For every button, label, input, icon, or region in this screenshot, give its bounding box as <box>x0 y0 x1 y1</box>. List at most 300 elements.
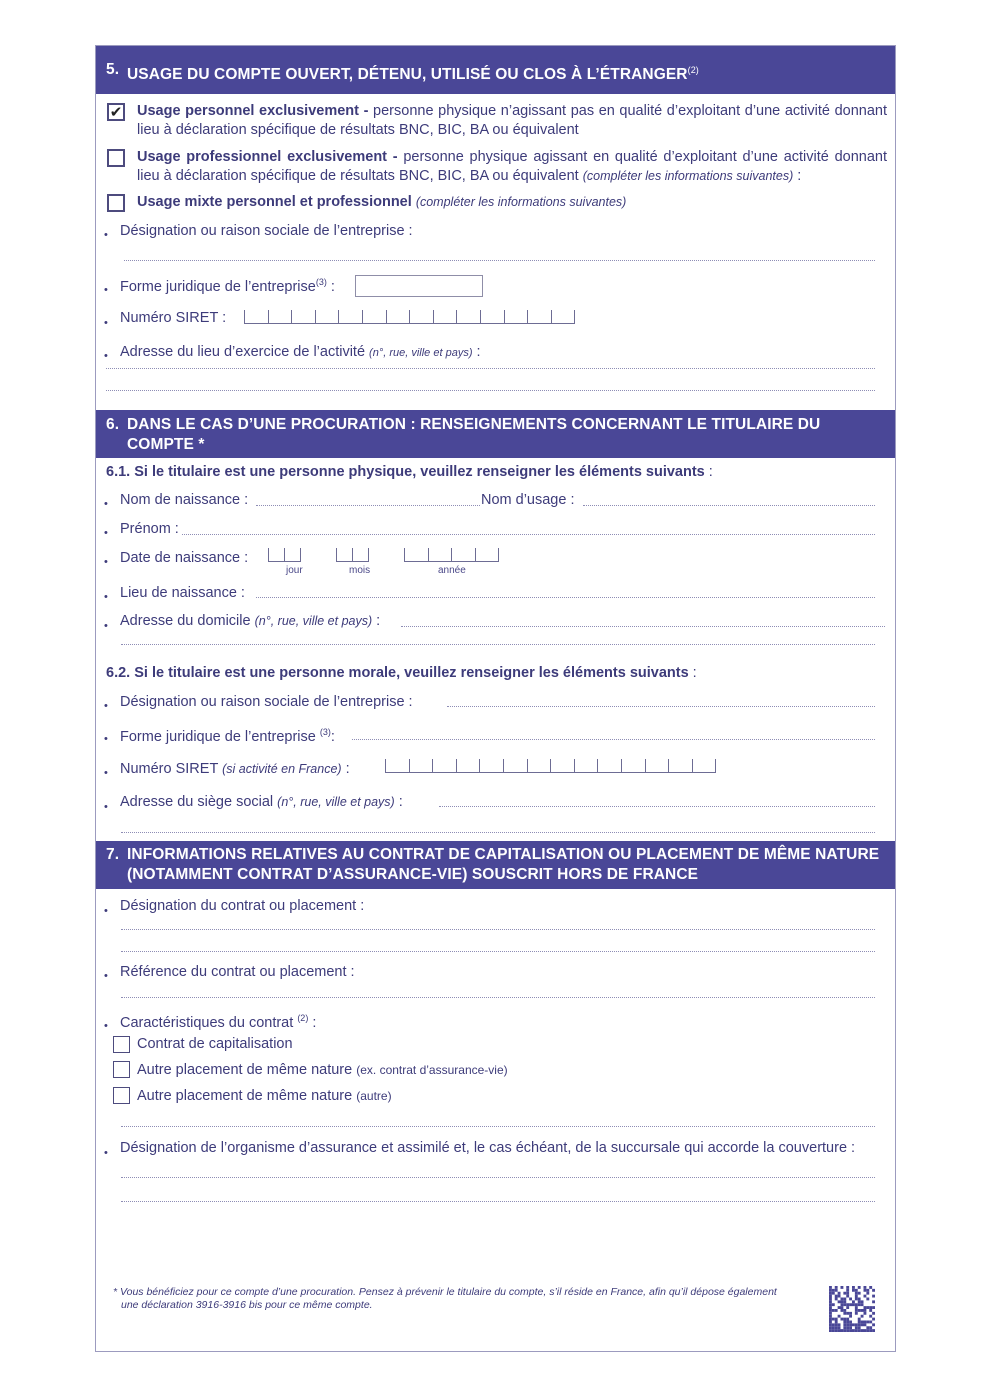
datamatrix-module <box>846 1323 849 1326</box>
character-cell[interactable] <box>285 548 301 561</box>
datamatrix-module <box>872 1289 875 1292</box>
character-cell[interactable] <box>410 759 434 772</box>
datamatrix-module <box>861 1323 864 1326</box>
datamatrix-module <box>872 1300 875 1303</box>
datamatrix-module <box>849 1315 852 1318</box>
colon: : <box>308 1015 317 1031</box>
colon: : <box>704 464 713 480</box>
organisme-assurance-input-line-1[interactable] <box>121 1177 875 1178</box>
datamatrix-module <box>861 1321 864 1324</box>
forme-juridique-input[interactable] <box>355 275 483 297</box>
character-cell[interactable] <box>693 759 717 772</box>
character-cell[interactable] <box>646 759 670 772</box>
adresse-domicile-input-line-1[interactable] <box>401 626 885 627</box>
bullet-icon <box>104 549 108 565</box>
usage-mixte-note: (compléter les informations suivantes) <box>415 195 627 209</box>
datamatrix-module <box>829 1298 832 1301</box>
datamatrix-module <box>849 1326 852 1329</box>
character-cell[interactable] <box>481 310 505 323</box>
datamatrix-module <box>835 1309 838 1312</box>
caracteristiques-label <box>120 1013 316 1031</box>
datamatrix-module <box>858 1303 861 1306</box>
datamatrix-module <box>838 1295 841 1298</box>
adresse-domicile-text: Adresse du domicile <box>120 613 255 629</box>
datamatrix-module <box>872 1329 875 1332</box>
datamatrix-module <box>855 1306 858 1309</box>
bullet-icon <box>104 277 108 293</box>
character-cell[interactable] <box>457 310 481 323</box>
footnote-ref: (3) <box>319 727 331 737</box>
designation-morale-label: Désignation ou raison sociale de l’entreprise : <box>120 694 413 710</box>
option-note: (ex. contrat d’assurance-vie) <box>356 1063 508 1077</box>
datamatrix-module <box>829 1309 832 1312</box>
adresse-activite-label <box>120 344 481 360</box>
contrat-capitalisation-label <box>137 1036 293 1052</box>
datamatrix-module <box>852 1323 855 1326</box>
option-label: Contrat de capitalisation <box>137 1036 293 1052</box>
lieu-naissance-input[interactable] <box>256 597 875 598</box>
datamatrix-module <box>866 1321 869 1324</box>
datamatrix-module <box>835 1318 838 1321</box>
bullet-icon <box>104 794 108 810</box>
autre-placement-assurance-vie-checkbox[interactable] <box>113 1061 130 1078</box>
usage-mixte-checkbox[interactable] <box>107 194 125 212</box>
designation-entreprise-label: Désignation ou raison sociale de l’entreprise : <box>120 223 413 239</box>
datamatrix-module <box>835 1289 838 1292</box>
character-cell[interactable] <box>551 759 575 772</box>
colon: : <box>394 794 403 810</box>
usage-professionnel-label <box>137 148 887 186</box>
character-cell[interactable] <box>434 310 458 323</box>
character-cell[interactable] <box>480 759 504 772</box>
bullet-icon <box>104 760 108 776</box>
datamatrix-module <box>846 1312 849 1315</box>
date-jour-caption: jour <box>286 565 303 576</box>
datamatrix-module <box>855 1323 858 1326</box>
character-cell[interactable] <box>452 548 476 561</box>
siret-morale-input[interactable] <box>385 759 716 773</box>
datamatrix-module <box>846 1286 849 1289</box>
option-note: (autre) <box>356 1089 392 1103</box>
datamatrix-module <box>849 1323 852 1326</box>
datamatrix-module <box>846 1329 849 1332</box>
lieu-naissance-label: Lieu de naissance : <box>120 585 245 601</box>
adresse-domicile-label <box>120 613 380 629</box>
datamatrix-module <box>866 1326 869 1329</box>
datamatrix-module <box>864 1295 867 1298</box>
section-5-number: 5. <box>106 61 120 78</box>
character-cell[interactable] <box>405 548 429 561</box>
datamatrix-module <box>849 1303 852 1306</box>
datamatrix-module <box>855 1326 858 1329</box>
section-6-2-title-text: 6.2. Si le titulaire est une personne morale, veuillez renseigner les éléments suivants <box>106 665 689 681</box>
datamatrix-module <box>832 1326 835 1329</box>
bullet-icon <box>104 1140 108 1156</box>
autre-placement-precision-input[interactable] <box>121 1126 875 1127</box>
autre-placement-autre-checkbox[interactable] <box>113 1087 130 1104</box>
datamatrix-module <box>861 1329 864 1332</box>
datamatrix-module <box>855 1289 858 1292</box>
character-cell[interactable] <box>363 310 387 323</box>
organisme-assurance-input-line-2[interactable] <box>121 1201 875 1202</box>
datamatrix-module <box>846 1289 849 1292</box>
datamatrix-module <box>852 1300 855 1303</box>
designation-entreprise-input[interactable] <box>124 260 875 261</box>
datamatrix-module <box>843 1309 846 1312</box>
section-7-number: 7. <box>106 846 120 863</box>
datamatrix-module <box>872 1306 875 1309</box>
datamatrix-module <box>832 1309 835 1312</box>
designation-contrat-label: Désignation du contrat ou placement : <box>120 898 365 914</box>
bullet-icon <box>104 343 108 359</box>
designation-morale-input[interactable] <box>447 706 875 707</box>
datamatrix-module <box>829 1306 832 1309</box>
designation-contrat-input-line-1[interactable] <box>121 929 875 930</box>
character-cell[interactable] <box>598 759 622 772</box>
usage-personnel-description: personne physique n’agissant pas en qualité d’exploitant d’une activité donnant lieu à déclaration spécifique de résultats BNC, BIC, BA ou équivalent <box>137 103 887 138</box>
character-cell[interactable] <box>575 759 599 772</box>
datamatrix-module <box>864 1286 867 1289</box>
datamatrix-module <box>832 1303 835 1306</box>
datamatrix-module <box>843 1292 846 1295</box>
datamatrix-module <box>843 1303 846 1306</box>
datamatrix-module <box>843 1300 846 1303</box>
datamatrix-module <box>869 1329 872 1332</box>
siret-morale-note: (si activité en France) <box>222 762 342 776</box>
datamatrix-module <box>858 1286 861 1289</box>
datamatrix-module <box>832 1318 835 1321</box>
datamatrix-module <box>829 1292 832 1295</box>
colon: : <box>688 665 697 681</box>
character-cell[interactable] <box>433 759 457 772</box>
datamatrix-module <box>829 1323 832 1326</box>
forme-juridique-morale-label <box>120 727 335 745</box>
forme-juridique-morale-input[interactable] <box>352 739 875 740</box>
datamatrix-module <box>846 1303 849 1306</box>
section-6-title: DANS LE CAS D’UNE PROCURATION : RENSEIGNEMENTS CONCERNANT LE TITULAIRE DU COMPTE * <box>127 416 821 453</box>
datamatrix-module <box>866 1306 869 1309</box>
datamatrix-module <box>829 1321 832 1324</box>
datamatrix-module <box>841 1309 844 1312</box>
datamatrix-module <box>858 1300 861 1303</box>
character-cell[interactable] <box>245 310 269 323</box>
datamatrix-module <box>861 1303 864 1306</box>
datamatrix-module <box>852 1329 855 1332</box>
autre-placement-autre-label <box>137 1088 392 1104</box>
datamatrix-module <box>829 1295 832 1298</box>
bullet-icon <box>104 1013 108 1029</box>
datamatrix-module <box>855 1292 858 1295</box>
designation-contrat-input-line-2[interactable] <box>121 951 875 952</box>
datamatrix-module <box>835 1323 838 1326</box>
adresse-siege-text: Adresse du siège social <box>120 794 278 810</box>
adresse-siege-label <box>120 794 403 810</box>
character-cell[interactable] <box>269 310 293 323</box>
section-6-number: 6. <box>106 416 120 433</box>
nom-usage-label: Nom d’usage : <box>481 492 575 508</box>
datamatrix-module <box>866 1289 869 1292</box>
adresse-domicile-note: (n°, rue, ville et pays) <box>254 614 373 628</box>
datamatrix-module <box>841 1300 844 1303</box>
bullet-icon <box>104 963 108 979</box>
datamatrix-module <box>829 1289 832 1292</box>
datamatrix-module <box>858 1321 861 1324</box>
datamatrix-module <box>843 1326 846 1329</box>
datamatrix-module <box>846 1326 849 1329</box>
adresse-siege-input-line-2[interactable] <box>121 832 875 833</box>
datamatrix-module <box>849 1298 852 1301</box>
datamatrix-module <box>852 1289 855 1292</box>
nom-usage-input[interactable] <box>583 505 875 506</box>
section-7-title: INFORMATIONS RELATIVES AU CONTRAT DE CAPITALISATION OU PLACEMENT DE MÊME NATURE (NOTAMMENT CONTRAT D’ASSURANCE-VIE) SOUSCRIT HORS DE FRANCE <box>127 846 880 883</box>
bullet-icon <box>104 310 108 326</box>
datamatrix-module <box>835 1326 838 1329</box>
datamatrix-module <box>829 1315 832 1318</box>
usage-personnel-title: Usage personnel exclusivement - <box>137 103 369 119</box>
datamatrix-module <box>829 1286 832 1289</box>
bullet-icon <box>104 222 108 238</box>
contrat-capitalisation-checkbox[interactable] <box>113 1036 130 1053</box>
section-6-1-title <box>106 464 713 480</box>
usage-professionnel-description: personne physique agissant en qualité d’exploitant d’une activité donnant lieu à déclaration spécifique de résultats BNC, BIC, BA ou équivalent <box>137 149 887 184</box>
datamatrix-module <box>838 1326 841 1329</box>
reference-contrat-input[interactable] <box>121 997 875 998</box>
datamatrix-module <box>864 1309 867 1312</box>
datamatrix-module <box>841 1286 844 1289</box>
datamatrix-module <box>858 1292 861 1295</box>
adresse-domicile-input-line-2[interactable] <box>121 644 875 645</box>
adresse-activite-text: Adresse du lieu d’exercice de l’activité <box>120 344 366 360</box>
character-cell[interactable] <box>337 548 353 561</box>
adresse-activite-input-line-2[interactable] <box>106 390 875 391</box>
datamatrix-module <box>872 1323 875 1326</box>
datamatrix-module <box>861 1315 864 1318</box>
usage-professionnel-checkbox[interactable] <box>107 149 125 167</box>
character-cell[interactable] <box>386 759 410 772</box>
reference-contrat-label: Référence du contrat ou placement : <box>120 964 355 980</box>
datamatrix-module <box>832 1323 835 1326</box>
character-cell[interactable] <box>410 310 434 323</box>
nom-naissance-input[interactable] <box>256 505 480 506</box>
datamatrix-module <box>852 1303 855 1306</box>
datamatrix-module <box>849 1329 852 1332</box>
section-5-title: USAGE DU COMPTE OUVERT, DÉTENU, UTILISÉ OU CLOS À L’ÉTRANGER <box>127 66 688 83</box>
datamatrix-module <box>855 1303 858 1306</box>
datamatrix-code-icon <box>829 1286 875 1332</box>
siret-morale-text: Numéro SIRET <box>120 761 223 777</box>
datamatrix-module <box>838 1306 841 1309</box>
datamatrix-module <box>869 1326 872 1329</box>
bullet-icon <box>104 726 108 742</box>
bullet-icon <box>104 584 108 600</box>
date-annee-input[interactable] <box>404 548 499 562</box>
usage-professionnel-note: (compléter les informations suivantes) <box>582 169 794 183</box>
datamatrix-module <box>832 1292 835 1295</box>
character-cell[interactable] <box>457 759 481 772</box>
character-cell[interactable] <box>353 548 369 561</box>
datamatrix-module <box>832 1329 835 1332</box>
datamatrix-module <box>846 1295 849 1298</box>
usage-mixte-title: Usage mixte personnel et professionnel <box>137 194 412 210</box>
datamatrix-module <box>846 1306 849 1309</box>
footnote-ref: (3) <box>315 277 327 287</box>
colon: : <box>341 761 350 777</box>
datamatrix-module <box>852 1286 855 1289</box>
date-mois-caption: mois <box>349 565 371 576</box>
datamatrix-module <box>829 1329 832 1332</box>
footnote-line-1: * Vous bénéficiez pour ce compte d’une procuration. Pensez à prévenir le titulaire du compte, s’il réside en France, afin qu’il dépose également <box>113 1286 777 1298</box>
datamatrix-module <box>866 1292 869 1295</box>
usage-personnel-checkbox[interactable] <box>107 103 125 121</box>
datamatrix-module <box>838 1323 841 1326</box>
date-mois-input[interactable] <box>336 548 369 562</box>
datamatrix-module <box>829 1312 832 1315</box>
forme-juridique-text: Forme juridique de l’entreprise <box>120 279 316 295</box>
datamatrix-module <box>838 1292 841 1295</box>
datamatrix-module <box>869 1286 872 1289</box>
datamatrix-module <box>864 1289 867 1292</box>
datamatrix-module <box>866 1329 869 1332</box>
datamatrix-module <box>849 1312 852 1315</box>
datamatrix-module <box>838 1329 841 1332</box>
datamatrix-module <box>869 1309 872 1312</box>
character-cell[interactable] <box>528 759 552 772</box>
datamatrix-module <box>841 1318 844 1321</box>
character-cell[interactable] <box>476 548 500 561</box>
datamatrix-module <box>843 1329 846 1332</box>
forme-juridique-label <box>120 277 335 295</box>
datamatrix-module <box>829 1326 832 1329</box>
date-annee-caption: année <box>438 565 466 576</box>
datamatrix-module <box>858 1323 861 1326</box>
prenom-input[interactable] <box>182 534 875 535</box>
datamatrix-module <box>835 1329 838 1332</box>
datamatrix-module <box>841 1298 844 1301</box>
datamatrix-module <box>835 1298 838 1301</box>
forme-juridique-morale-text: Forme juridique de l’entreprise <box>120 729 320 745</box>
colon: : <box>326 279 335 295</box>
datamatrix-module <box>869 1321 872 1324</box>
datamatrix-module <box>864 1306 867 1309</box>
prenom-label: Prénom : <box>120 521 179 537</box>
datamatrix-module <box>835 1321 838 1324</box>
organisme-assurance-label: Désignation de l’organisme d’assurance et assimilé et, le cas échéant, de la succursale qui accorde la couverture : <box>120 1140 856 1156</box>
datamatrix-module <box>846 1321 849 1324</box>
bullet-icon <box>104 898 108 914</box>
nom-naissance-label: Nom de naissance : <box>120 492 249 508</box>
adresse-activite-note: (n°, rue, ville et pays) <box>369 347 473 359</box>
datamatrix-module <box>869 1306 872 1309</box>
datamatrix-module <box>841 1329 844 1332</box>
colon: : <box>472 344 481 360</box>
datamatrix-module <box>858 1326 861 1329</box>
caracteristiques-text: Caractéristiques du contrat <box>120 1015 298 1031</box>
character-cell[interactable] <box>269 548 285 561</box>
datamatrix-module <box>829 1300 832 1303</box>
character-cell[interactable] <box>505 310 529 323</box>
bullet-icon <box>104 613 108 629</box>
datamatrix-module <box>855 1312 858 1315</box>
character-cell[interactable] <box>429 548 453 561</box>
datamatrix-module <box>841 1303 844 1306</box>
date-naissance-label: Date de naissance : <box>120 550 249 566</box>
datamatrix-module <box>838 1300 841 1303</box>
datamatrix-module <box>864 1321 867 1324</box>
section-5-header <box>96 46 895 94</box>
character-cell[interactable] <box>339 310 363 323</box>
colon: : <box>330 729 335 745</box>
datamatrix-module <box>872 1312 875 1315</box>
colon: : <box>372 613 381 629</box>
character-cell[interactable] <box>669 759 693 772</box>
datamatrix-module <box>864 1329 867 1332</box>
character-cell[interactable] <box>504 759 528 772</box>
siret-label: Numéro SIRET : <box>120 310 227 326</box>
datamatrix-module <box>835 1295 838 1298</box>
datamatrix-module <box>841 1306 844 1309</box>
adresse-siege-input-line-1[interactable] <box>439 806 875 807</box>
datamatrix-module <box>855 1329 858 1332</box>
adresse-activite-input-line-1[interactable] <box>106 368 875 369</box>
option-label: Autre placement de même nature <box>137 1088 357 1104</box>
datamatrix-module <box>864 1312 867 1315</box>
datamatrix-module <box>829 1318 832 1321</box>
bullet-icon <box>104 520 108 536</box>
datamatrix-module <box>861 1309 864 1312</box>
datamatrix-module <box>843 1298 846 1301</box>
siret-input[interactable] <box>244 310 575 324</box>
datamatrix-module <box>843 1321 846 1324</box>
section-6-header <box>96 410 895 458</box>
datamatrix-module <box>858 1329 861 1332</box>
footnote-ref: (2) <box>297 1013 309 1023</box>
character-cell[interactable] <box>316 310 340 323</box>
datamatrix-module <box>838 1315 841 1318</box>
checkmark-icon: ✔ <box>109 103 123 121</box>
character-cell[interactable] <box>622 759 646 772</box>
datamatrix-module <box>872 1295 875 1298</box>
bullet-icon <box>104 491 108 507</box>
autre-placement-assurance-vie-label <box>137 1062 508 1078</box>
option-label: Autre placement de même nature <box>137 1062 357 1078</box>
datamatrix-module <box>858 1298 861 1301</box>
usage-mixte-label <box>137 194 626 210</box>
datamatrix-module <box>866 1298 869 1301</box>
footnote-line-2: une déclaration 3916-3916 bis pour ce même compte. <box>121 1299 373 1311</box>
section-6-1-title-text: 6.1. Si le titulaire est une personne physique, veuillez renseigner les éléments suivants <box>106 464 705 480</box>
date-jour-input[interactable] <box>268 548 301 562</box>
datamatrix-module <box>843 1323 846 1326</box>
datamatrix-module <box>869 1315 872 1318</box>
character-cell[interactable] <box>528 310 552 323</box>
form-page <box>95 45 896 1352</box>
character-cell[interactable] <box>552 310 576 323</box>
datamatrix-module <box>849 1321 852 1324</box>
datamatrix-module <box>864 1323 867 1326</box>
usage-professionnel-title: Usage professionnel exclusivement - <box>137 149 398 165</box>
colon: : <box>793 168 802 184</box>
datamatrix-module <box>843 1318 846 1321</box>
datamatrix-module <box>832 1289 835 1292</box>
section-5-title-footnote: (2) <box>687 65 699 75</box>
character-cell[interactable] <box>387 310 411 323</box>
datamatrix-module <box>872 1318 875 1321</box>
datamatrix-module <box>855 1309 858 1312</box>
datamatrix-module <box>835 1286 838 1289</box>
bullet-icon <box>104 693 108 709</box>
character-cell[interactable] <box>292 310 316 323</box>
datamatrix-module <box>829 1303 832 1306</box>
